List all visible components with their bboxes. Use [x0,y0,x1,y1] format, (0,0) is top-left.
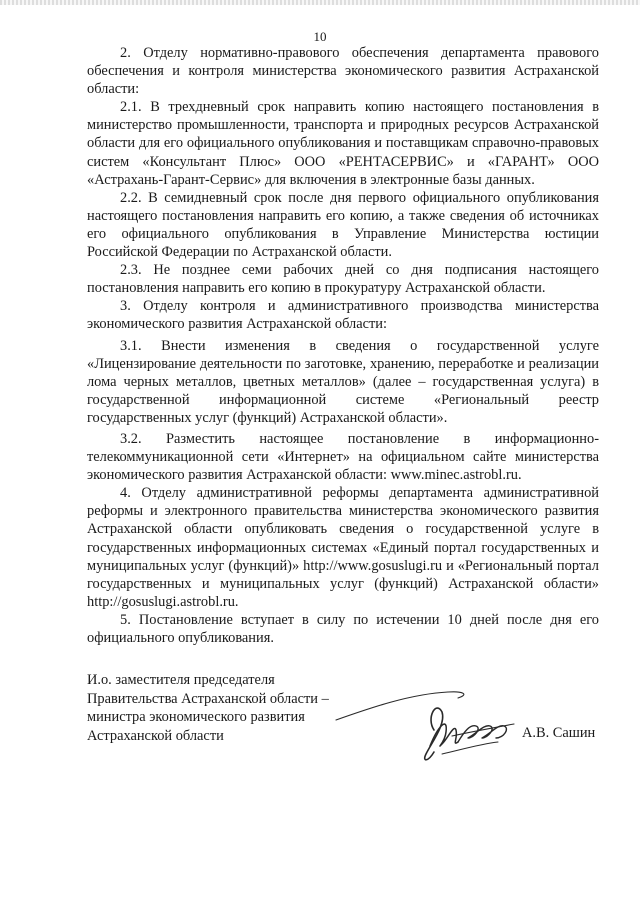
paragraph-3: 3. Отделу контроля и административного производства министерства экономического развития Астраханской области: [87,298,599,333]
paragraph-5: 5. Постановление вступает в силу по истечении 10 дней после дня его официального опубликования. [87,611,599,646]
signatory-title [87,671,329,745]
paragraph-2-1: 2.1. В трехдневный срок направить копию настоящего постановления в министерство промышленности, транспорта и природных ресурсов Астраханской области для его официального опубликования и поставщикам справочно-правовых систем «Консультант Плюс» ООО «РЕНТАСЕРВИС» и «ГАРАНТ» ООО «Астрахань-Гарант-Сервис» для включения в электронные базы данных. [87,99,599,188]
paragraph-3-1: 3.1. Внести изменения в сведения о государственной услуге «Лицензирование деятельности по заготовке, хранению, переработке и реализации лома черных металлов, цветных металлов» (далее – государственная услуга) в государственной информационной системе «Региональный реестр государственных услуг (функций) Астраханской области». [87,337,599,426]
paragraph-4: 4. Отделу административной реформы департамента административной реформы и электронного правительства министерства экономического развития Астраханской области опубликовать сведения о государственной услуге в государственных информационных системах «Единый портал государственных и муниципальных услуг (функций)» http://www.gosuslugi.ru и «Региональный портал государственных и муниципальных услуг (функций) Астраханской области» http://gosuslugi.astrobl.ru. [87,485,599,610]
signatory-name: А.В. Сашин [522,725,596,741]
document-body [87,44,599,647]
paragraph-2: 2. Отделу нормативно-правового обеспечения департамента правового обеспечения и контроля министерства экономического развития Астраханской области: [87,45,599,98]
page-number: 10 [313,29,327,44]
paragraph-2-3: 2.3. Не позднее семи рабочих дней со дня подписания настоящего постановления направить его копию в прокуратуру Астраханской области. [87,262,599,297]
scan-edge [0,0,640,5]
signatory-title-line: Астраханской области [87,727,224,744]
paragraph-3-2: 3.2. Разместить настоящее постановление в информационно-телекоммуникационной сети «Интернет» на официальном сайте министерства экономического развития Астраханской области: www.minec.astrobl.ru. [87,430,599,484]
signatory-title-line: министра экономического развития [87,709,305,726]
paragraph-2-2: 2.2. В семидневный срок после дня первого официального опубликования настоящего постановления направить его копию, а также сведения об источниках его официального опубликования в Управление Министерства юстиции Российской Федерации по Астраханской области. [87,189,599,261]
signatory-title-line: Правительства Астраханской области – [87,690,329,707]
signatory-title-line: И.о. заместителя председателя [87,672,275,688]
handwritten-signature [330,672,520,777]
